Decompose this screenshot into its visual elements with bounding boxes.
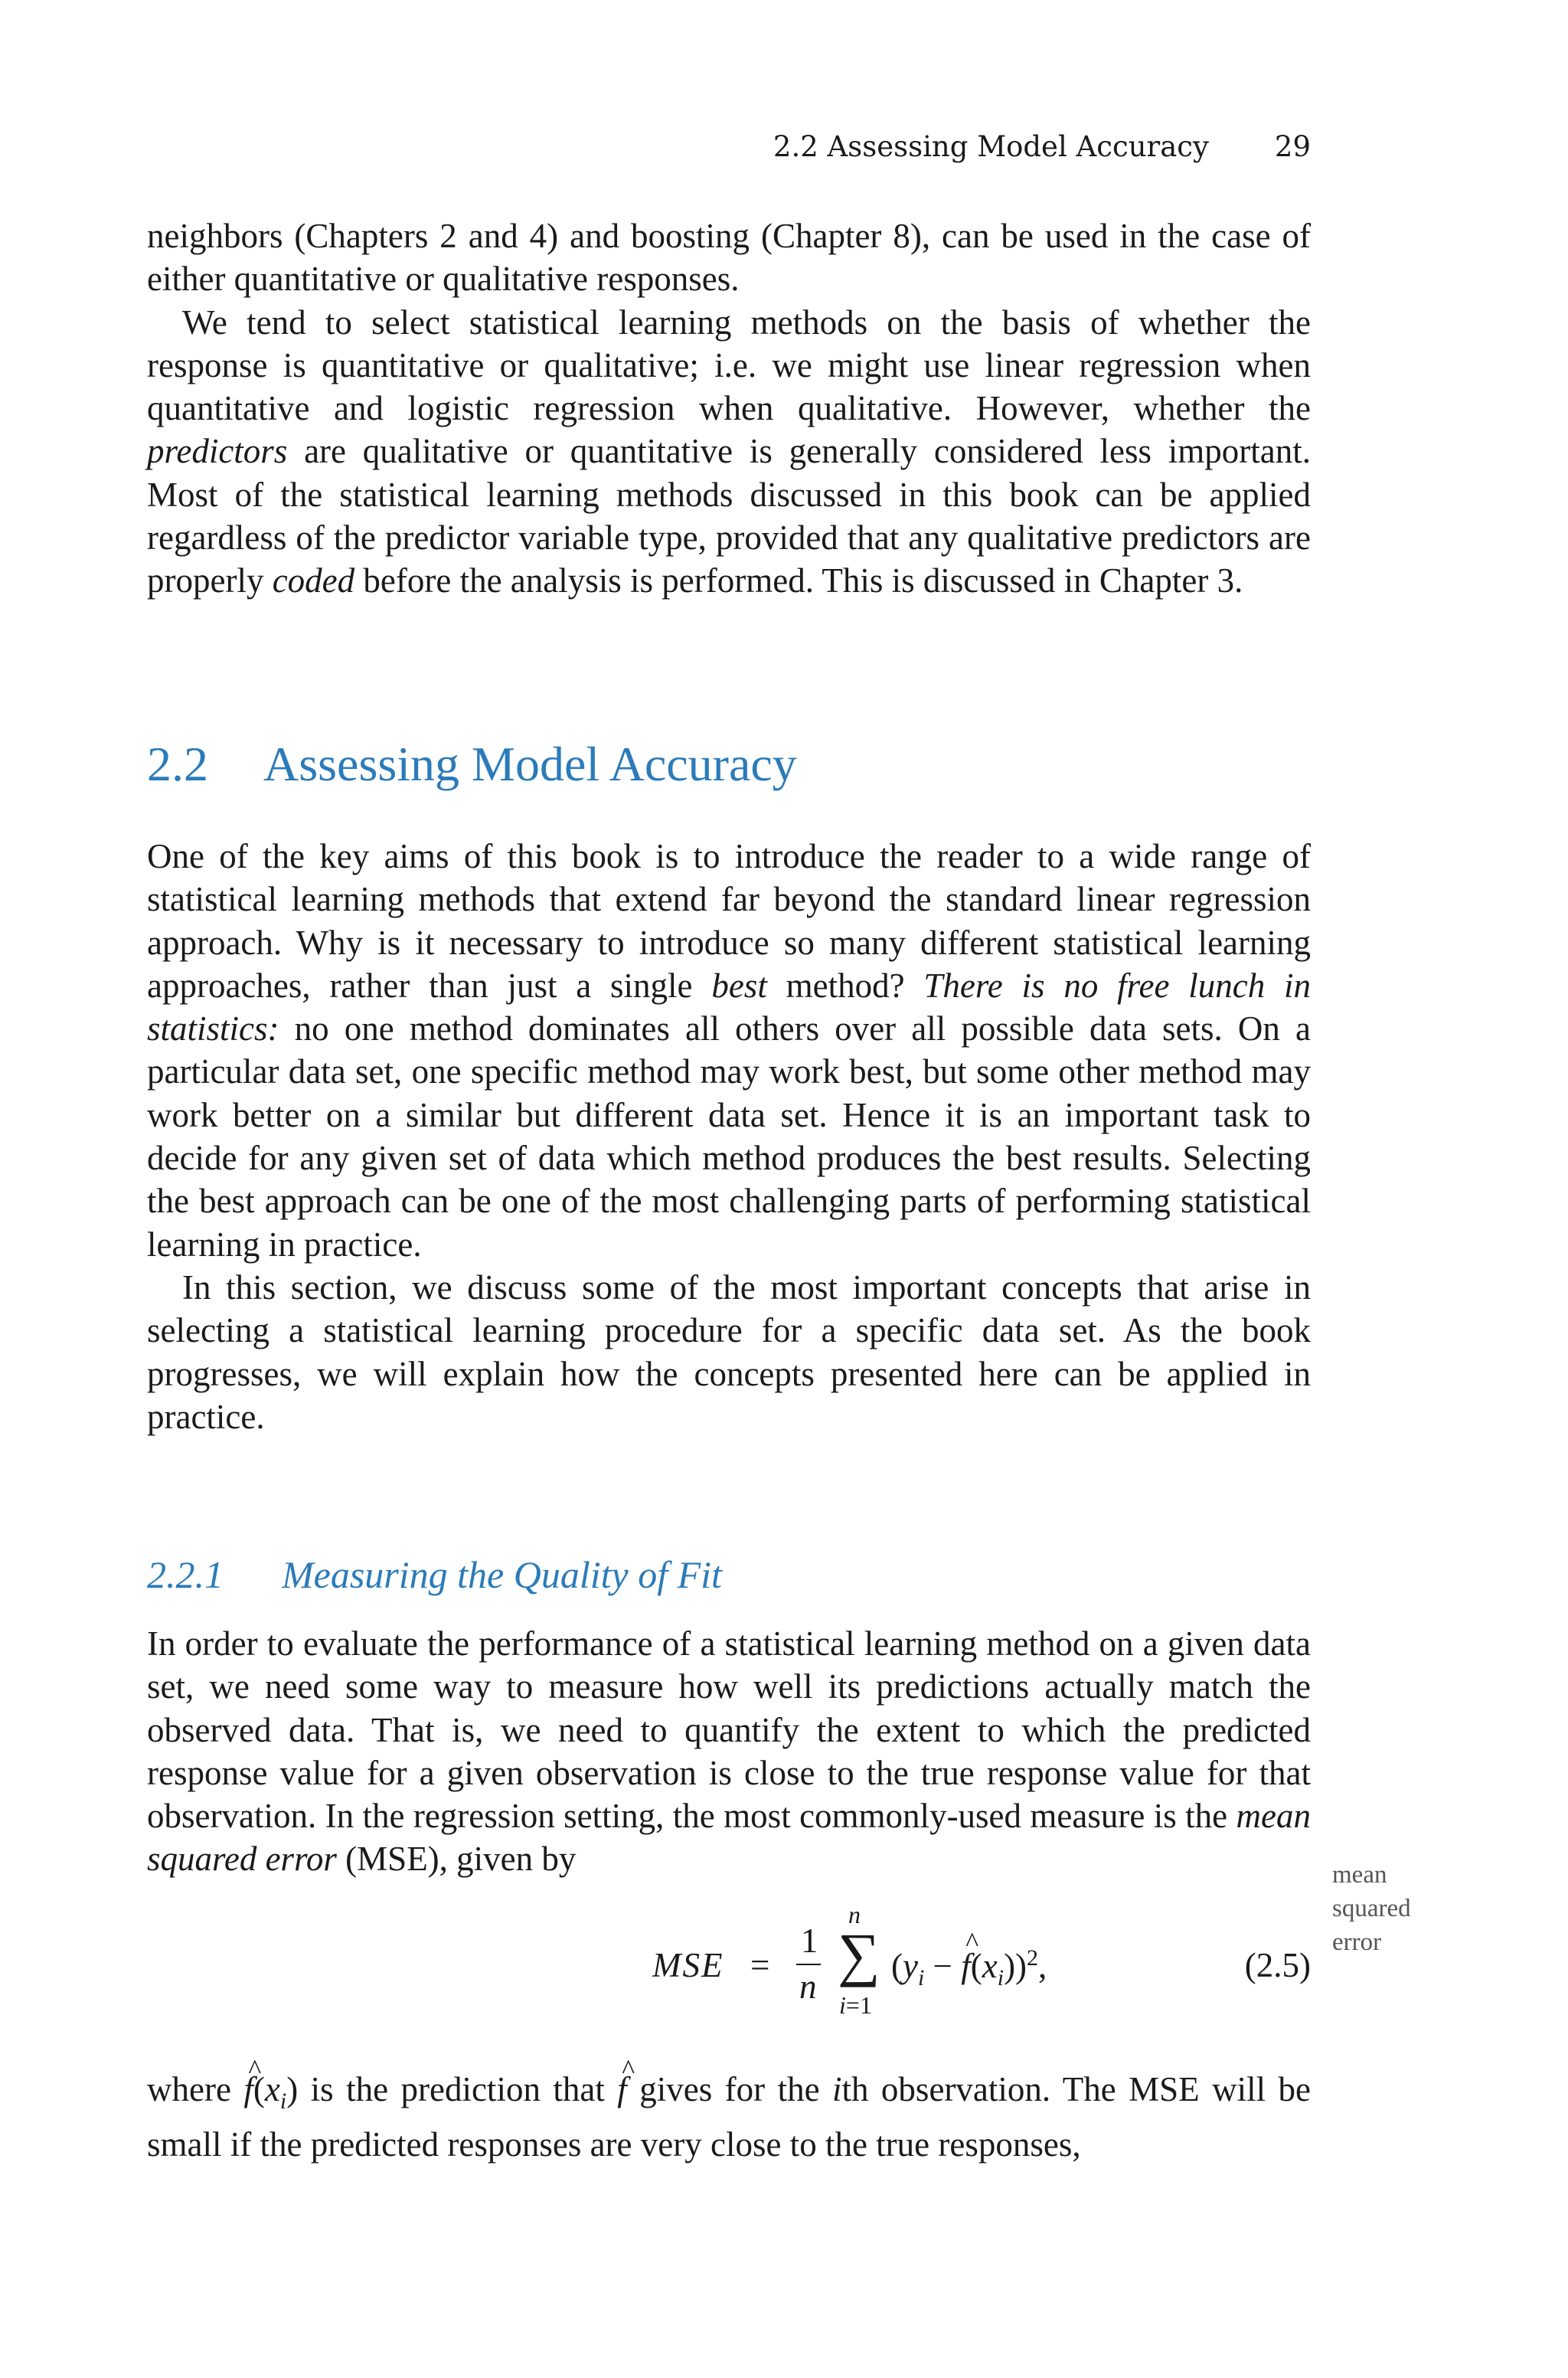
sum-lower-limit <box>839 1991 872 2020</box>
math-fhat: ^ f <box>617 2068 627 2111</box>
subsection-paragraph-1 <box>147 1622 1311 1881</box>
text-run: where <box>147 2070 244 2108</box>
margin-note-line: error <box>1332 1928 1382 1956</box>
equation-math <box>652 1901 1081 2036</box>
post-equation-text <box>147 2068 1311 2167</box>
section-paragraph-2: In this section, we discuss some of the most important concepts that arise in selecting a statistical learning procedure for a specific data set. As the book progresses, we will explain how the concepts presented here can be applied in practice. <box>147 1268 1311 1436</box>
emphasis-best: best <box>711 966 767 1005</box>
text-run: are qualitative or quantitative is generally considered less important. Most of the statistical learning methods discussed in this book can be applied regardless of the predictor variable type, provided that any qualitative predictors are properly <box>147 432 1311 600</box>
margin-note-line: mean <box>1332 1861 1387 1889</box>
section-paragraph-1 <box>147 835 1311 1266</box>
emphasis-free-lunch: There is no free lunch in statistics: <box>147 966 1311 1048</box>
section-text <box>147 835 1311 1438</box>
subsection-heading <box>147 1552 1311 1598</box>
subsection-paragraph-2 <box>147 2068 1311 2167</box>
sum-upper-limit: n <box>848 1901 861 1928</box>
fraction-bar <box>796 1964 821 1965</box>
emphasis-predictors: predictors <box>147 432 288 471</box>
text-run: method? <box>766 966 924 1005</box>
fraction-numerator: 1 <box>801 1922 818 1960</box>
section-number: 2.2 <box>147 737 208 791</box>
equals-sign: = <box>750 1946 770 1984</box>
text-run: (MSE), given by <box>336 1840 577 1879</box>
text-run: gives for the <box>626 2070 832 2108</box>
math-fhat-xi: ^ $f(x_i)$ <box>243 2070 298 2108</box>
sum-start: =1 <box>845 1991 872 2019</box>
subsection-number: 2.2.1 <box>147 1553 224 1596</box>
math-i: i <box>831 2070 842 2108</box>
equation-lhs: MSE <box>652 1946 724 1984</box>
intro-paragraph-1: neighbors (Chapters 2 and 4) and boosting (Chapter 8), can be used in the case of either quantitative or qualitative responses. <box>147 217 1311 299</box>
summation-symbol: ∑ <box>838 1921 880 1987</box>
running-head <box>147 129 1311 165</box>
subsection-title: Measuring the Quality of Fit <box>282 1553 722 1596</box>
equation-number: (2.5) <box>1244 1946 1311 1984</box>
fraction-denominator: n <box>799 1967 817 2006</box>
section-heading <box>147 734 1311 795</box>
text-run: th observation. The MSE will be small if the predicted responses are very close to the true responses, <box>147 2070 1312 2164</box>
margin-note-line: squared <box>1332 1895 1411 1922</box>
page-number: 29 <box>1274 130 1311 163</box>
equation-2-5 <box>147 1901 1311 2036</box>
sum-index: i <box>839 1991 846 2019</box>
summand: ($y_i$ − ^ $f(x_i))^2$, <box>891 1945 1047 1991</box>
text-run: no one method dominates all others over all possible data sets. On a particular data set, one specific method may work best, but some other method may work better on a similar but different data set. Hence it is an important task to decide for any given set of data which method produces the best results. Selecting the best approach can be one of the most challenging parts of performing statistical learning in practice. <box>147 1009 1311 1264</box>
intro-paragraph-2 <box>147 301 1311 603</box>
section-title: Assessing Model Accuracy <box>263 737 797 791</box>
subsection-text <box>147 1622 1311 1881</box>
text-run: is the prediction that <box>298 2070 618 2108</box>
text-run: We tend to select statistical learning methods on the basis of whether the response is quantitative or qualitative; i.e. we might use linear regression when quantitative and logistic regression when qualitative. However, whether the <box>147 303 1311 428</box>
text-run: In order to evaluate the performance of a statistical learning method on a given data set, we need some way to measure how well its predictions actually match the observed data. That is, we need to quantify the extent to which the predicted response value for a given observation is close to the true response value for that observation. In the regression setting, the most commonly-used measure is the <box>147 1624 1311 1836</box>
margin-note <box>1332 1858 1478 1959</box>
text-run: before the analysis is performed. This is discussed in Chapter 3. <box>354 561 1243 600</box>
emphasis-coded: coded <box>272 561 355 600</box>
emphasis-mse: mean squared error <box>147 1797 1311 1879</box>
text-run: One of the key aims of this book is to introduce the reader to a wide range of statistical learning methods that extend far beyond the standard linear regression approach. Why is it necessary to introduce so many different statistical learning approaches, rather than just a single <box>147 837 1311 1005</box>
intro-text <box>147 214 1311 603</box>
running-head-title: 2.2 Assessing Model Accuracy <box>773 130 1209 163</box>
